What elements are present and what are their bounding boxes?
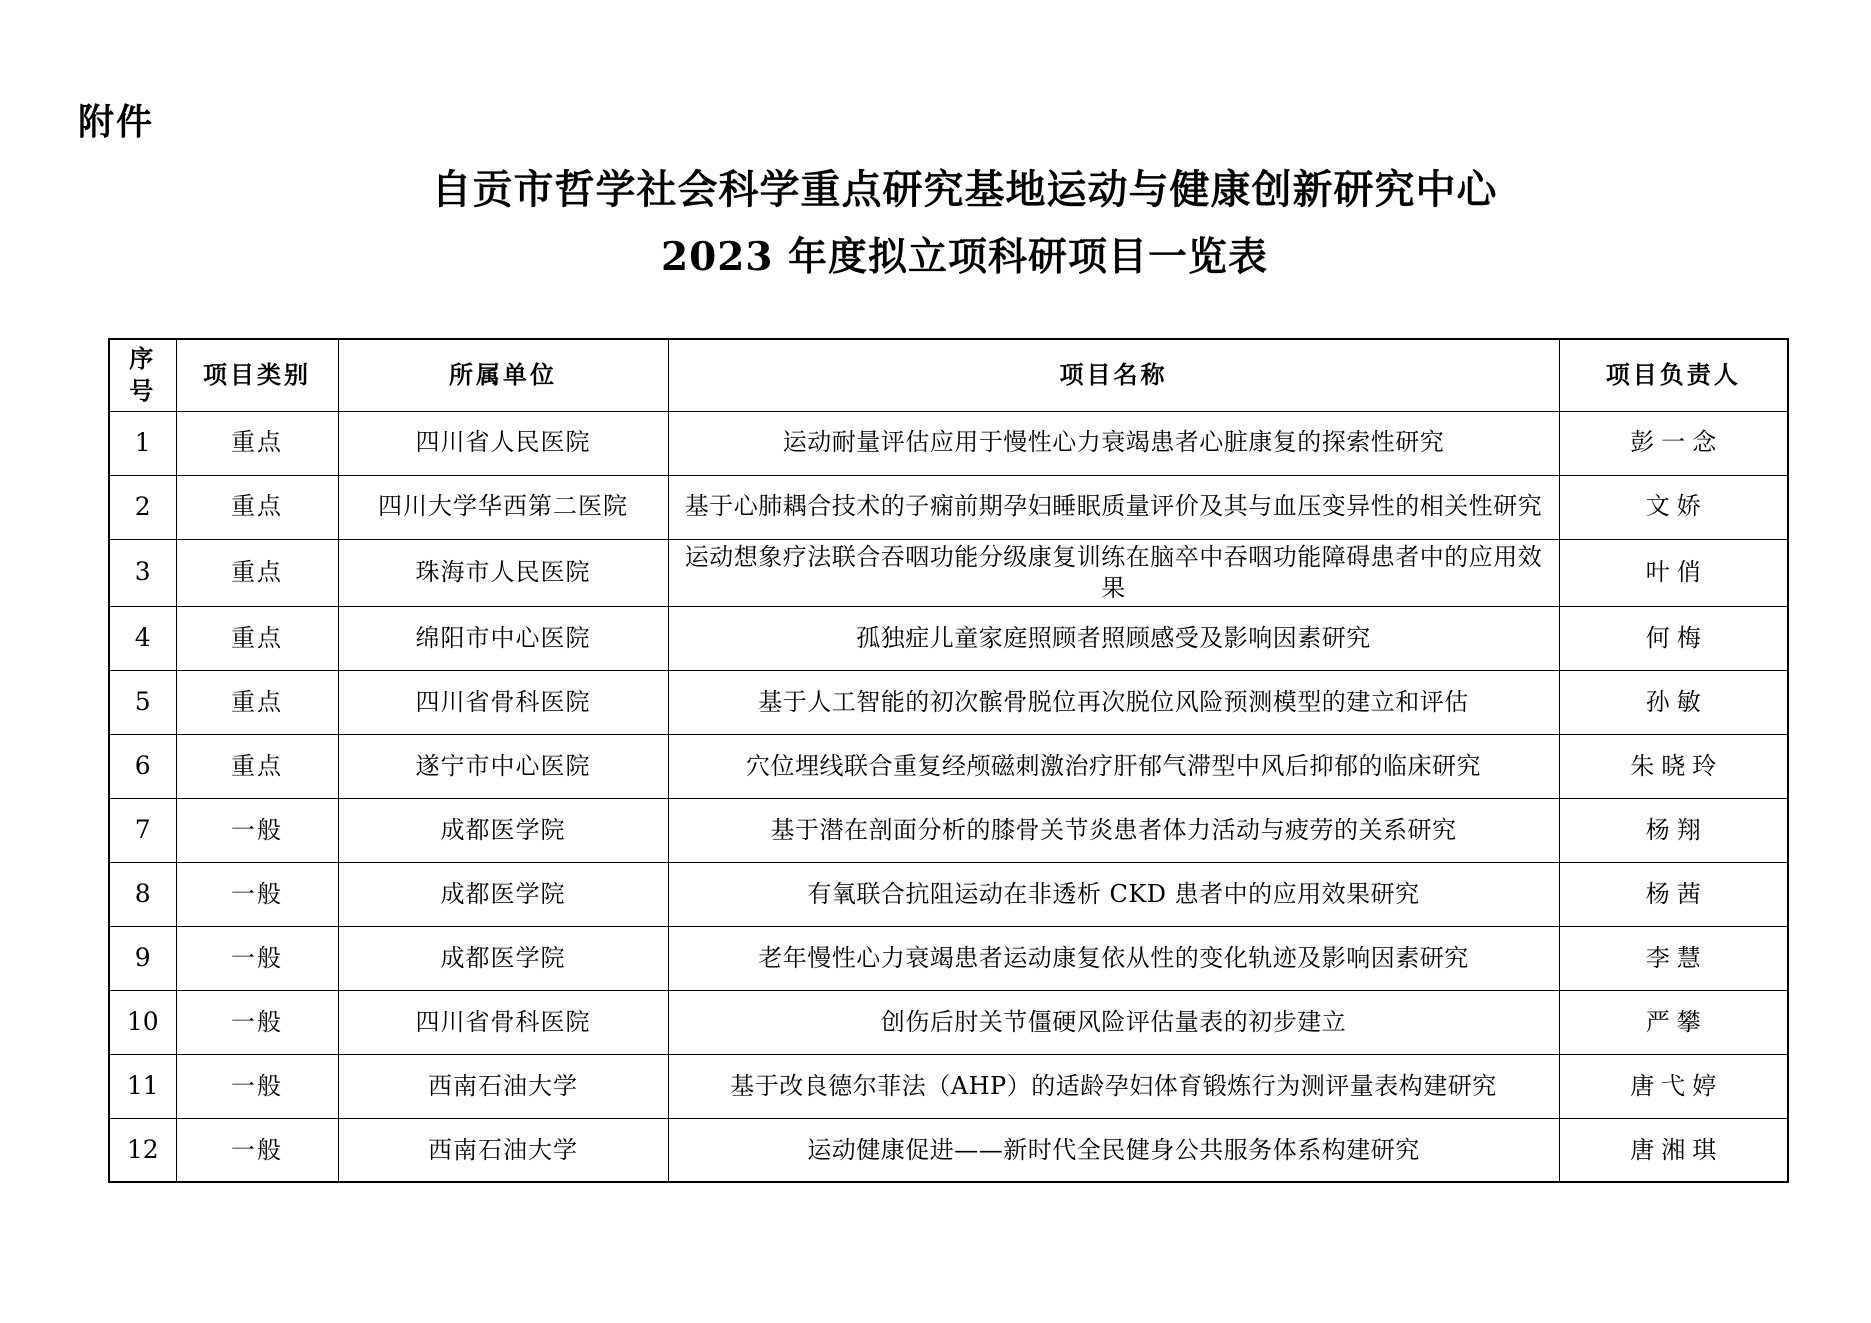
table-row: [109, 411, 1788, 475]
cell-project: 老年慢性心力衰竭患者运动康复依从性的变化轨迹及影响因素研究: [668, 926, 1559, 990]
cell-unit: 成都医学院: [338, 862, 668, 926]
cell-leader: 杨茜: [1559, 862, 1788, 926]
cell-project: 运动想象疗法联合吞咽功能分级康复训练在脑卒中吞咽功能障碍患者中的应用效果: [668, 539, 1559, 606]
cell-project: 有氧联合抗阻运动在非透析 CKD 患者中的应用效果研究: [668, 862, 1559, 926]
cell-unit: 遂宁市中心医院: [338, 734, 668, 798]
cell-category: 一般: [176, 862, 338, 926]
cell-unit: 绵阳市中心医院: [338, 606, 668, 670]
cell-project: 基于心肺耦合技术的子痫前期孕妇睡眠质量评价及其与血压变异性的相关性研究: [668, 475, 1559, 539]
cell-serial: 3: [109, 539, 176, 606]
cell-serial: 6: [109, 734, 176, 798]
projects-table-header: [109, 339, 1788, 411]
cell-category: 重点: [176, 475, 338, 539]
cell-project: 运动耐量评估应用于慢性心力衰竭患者心脏康复的探索性研究: [668, 411, 1559, 475]
cell-project: 孤独症儿童家庭照顾者照顾感受及影响因素研究: [668, 606, 1559, 670]
table-row: [109, 670, 1788, 734]
cell-category: 一般: [176, 1118, 338, 1182]
cell-category: 重点: [176, 734, 338, 798]
cell-category: 重点: [176, 539, 338, 606]
cell-category: 一般: [176, 798, 338, 862]
cell-unit: 四川省骨科医院: [338, 990, 668, 1054]
table-row: [109, 798, 1788, 862]
cell-project: 基于潜在剖面分析的膝骨关节炎患者体力活动与疲劳的关系研究: [668, 798, 1559, 862]
cell-serial: 1: [109, 411, 176, 475]
header-cell-no: 序号: [109, 339, 176, 411]
header-cell-leader: 项目负责人: [1559, 339, 1788, 411]
header-cell-category: 项目类别: [176, 339, 338, 411]
attachment-label: 附件: [78, 102, 155, 143]
cell-leader: 朱晓玲: [1559, 734, 1788, 798]
cell-serial: 10: [109, 990, 176, 1054]
cell-serial: 7: [109, 798, 176, 862]
cell-category: 重点: [176, 606, 338, 670]
table-row: [109, 1054, 1788, 1118]
cell-serial: 8: [109, 862, 176, 926]
cell-serial: 5: [109, 670, 176, 734]
cell-leader: 何梅: [1559, 606, 1788, 670]
cell-serial: 9: [109, 926, 176, 990]
header-cell-unit: 所属单位: [338, 339, 668, 411]
cell-category: 一般: [176, 926, 338, 990]
cell-unit: 成都医学院: [338, 926, 668, 990]
table-row: [109, 539, 1788, 606]
header-cell-project: 项目名称: [668, 339, 1559, 411]
cell-project: 基于改良德尔菲法（AHP）的适龄孕妇体育锻炼行为测评量表构建研究: [668, 1054, 1559, 1118]
table-row: [109, 1118, 1788, 1182]
table-row: [109, 734, 1788, 798]
cell-unit: 珠海市人民医院: [338, 539, 668, 606]
table-row: [109, 990, 1788, 1054]
cell-serial: 12: [109, 1118, 176, 1182]
cell-leader: 杨翔: [1559, 798, 1788, 862]
table-row: [109, 926, 1788, 990]
projects-table-body: [109, 411, 1788, 1182]
cell-serial: 4: [109, 606, 176, 670]
cell-serial: 2: [109, 475, 176, 539]
cell-serial: 11: [109, 1054, 176, 1118]
cell-unit: 四川大学华西第二医院: [338, 475, 668, 539]
doc-title-line2: 2023 年度拟立项科研项目一览表: [660, 234, 1269, 280]
cell-leader: 文娇: [1559, 475, 1788, 539]
cell-leader: 唐弋婷: [1559, 1054, 1788, 1118]
cell-unit: 四川省人民医院: [338, 411, 668, 475]
cell-leader: 唐湘琪: [1559, 1118, 1788, 1182]
cell-category: 重点: [176, 411, 338, 475]
cell-project: 穴位埋线联合重复经颅磁刺激治疗肝郁气滞型中风后抑郁的临床研究: [668, 734, 1559, 798]
doc-title-line1: 自贡市哲学社会科学重点研究基地运动与健康创新研究中心: [431, 166, 1498, 213]
cell-unit: 四川省骨科医院: [338, 670, 668, 734]
cell-leader: 彭一念: [1559, 411, 1788, 475]
table-row: [109, 475, 1788, 539]
cell-unit: 西南石油大学: [338, 1118, 668, 1182]
cell-project: 运动健康促进——新时代全民健身公共服务体系构建研究: [668, 1118, 1559, 1182]
table-row: [109, 862, 1788, 926]
cell-project: 基于人工智能的初次髌骨脱位再次脱位风险预测模型的建立和评估: [668, 670, 1559, 734]
cell-category: 一般: [176, 990, 338, 1054]
table-row: [109, 606, 1788, 670]
cell-leader: 严攀: [1559, 990, 1788, 1054]
cell-category: 重点: [176, 670, 338, 734]
cell-unit: 成都医学院: [338, 798, 668, 862]
projects-table: [108, 338, 1789, 1183]
cell-project: 创伤后肘关节僵硬风险评估量表的初步建立: [668, 990, 1559, 1054]
cell-leader: 叶俏: [1559, 539, 1788, 606]
cell-leader: 孙敏: [1559, 670, 1788, 734]
header-row: [109, 339, 1788, 411]
cell-category: 一般: [176, 1054, 338, 1118]
cell-unit: 西南石油大学: [338, 1054, 668, 1118]
cell-leader: 李慧: [1559, 926, 1788, 990]
